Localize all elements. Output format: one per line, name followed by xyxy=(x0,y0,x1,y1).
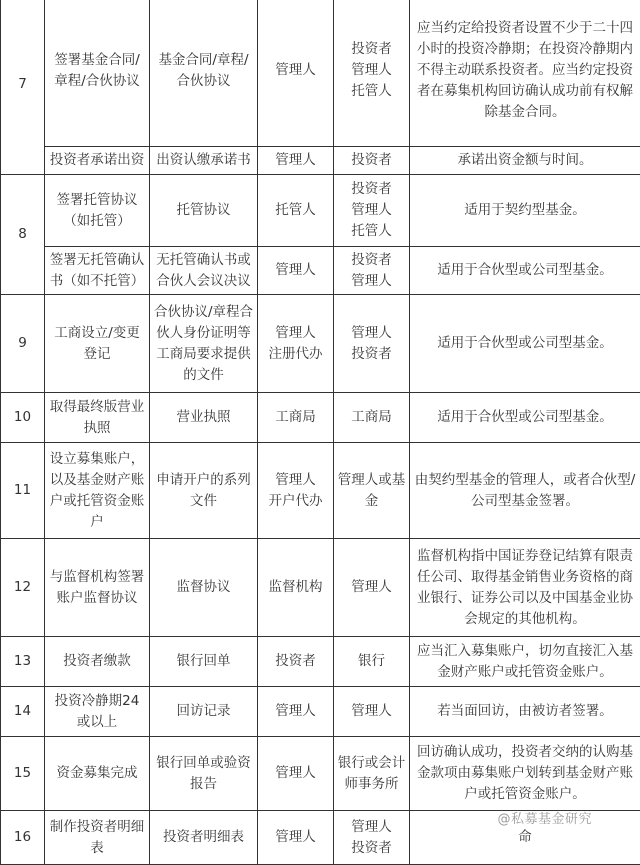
table-row xyxy=(1,147,640,175)
responsible-cell: 管理人 xyxy=(258,147,334,175)
document-cell: 托管协议 xyxy=(150,175,258,247)
watermark: @私募基金研究 xyxy=(497,808,592,827)
note-cell: 应当约定给投资者设置不少于二十四小时的投资冷静期；在投资冷静期内不得主动联系投资者。应当约定投资者在募集机构回访确认成功前有权解除基金合同。 xyxy=(410,0,640,147)
responsible-cell: 监督机构 xyxy=(258,539,334,637)
responsible-cell: 管理人 xyxy=(258,0,334,147)
responsible-cell: 投资者 xyxy=(258,637,334,687)
signing-party-cell: 管理人 投资者 xyxy=(334,811,410,865)
item-cell: 工商设立/变更登记 xyxy=(45,295,150,393)
row-number: 9 xyxy=(1,295,45,393)
note-cell: 若当面回访，由被访者签署。 xyxy=(410,687,640,737)
table-row xyxy=(1,393,640,443)
row-number: 8 xyxy=(1,175,45,295)
signing-party-cell: 工商局 xyxy=(334,393,410,443)
table-row xyxy=(1,637,640,687)
row-number: 11 xyxy=(1,443,45,539)
table-row xyxy=(1,247,640,295)
note-cell: 应当汇入募集账户，切勿直接汇入基金财产账户或托管资金账户。 xyxy=(410,637,640,687)
item-cell: 设立募集账户，以及基金财产账户或托管资金账户 xyxy=(45,443,150,539)
responsible-cell: 托管人 xyxy=(258,175,334,247)
item-cell: 签署基金合同/章程/合伙协议 xyxy=(45,0,150,147)
document-cell: 银行回单或验资报告 xyxy=(150,737,258,811)
responsible-cell: 工商局 xyxy=(258,393,334,443)
responsible-cell: 管理人 注册代办 xyxy=(258,295,334,393)
signing-party-cell: 投资者 管理人 xyxy=(334,247,410,295)
item-cell: 签署无托管确认书（如不托管） xyxy=(45,247,150,295)
signing-party-cell: 投资者 管理人 托管人 xyxy=(334,175,410,247)
row-number: 13 xyxy=(1,637,45,687)
signing-party-cell: 投资者 xyxy=(334,147,410,175)
note-cell: 适用于契约型基金。 xyxy=(410,175,640,247)
table-row xyxy=(1,175,640,247)
signing-party-cell: 管理人 xyxy=(334,539,410,637)
document-cell: 无托管确认书或合伙人会议决议 xyxy=(150,247,258,295)
document-cell: 监督协议 xyxy=(150,539,258,637)
document-cell: 出资认缴承诺书 xyxy=(150,147,258,175)
note-cell: 适用于合伙型或公司型基金。 xyxy=(410,295,640,393)
row-number: 15 xyxy=(1,737,45,811)
signing-party-cell: 管理人或基金 xyxy=(334,443,410,539)
note-cell: 承诺出资金额与时间。 xyxy=(410,147,640,175)
signing-party-cell: 银行 xyxy=(334,637,410,687)
table-row xyxy=(1,687,640,737)
item-cell: 资金募集完成 xyxy=(45,737,150,811)
signing-party-cell: 管理人 xyxy=(334,687,410,737)
responsible-cell: 管理人 开户代办 xyxy=(258,443,334,539)
note-cell: 监督机构指中国证券登记结算有限责任公司、取得基金销售业务资格的商业银行、证券公司以及中国基金业协会规定的其他机构。 xyxy=(410,539,640,637)
row-number: 10 xyxy=(1,393,45,443)
signing-party-cell: 管理人 投资者 xyxy=(334,295,410,393)
item-cell: 签署托管协议（如托管） xyxy=(45,175,150,247)
table-row xyxy=(1,295,640,393)
table-row xyxy=(1,737,640,811)
document-cell: 营业执照 xyxy=(150,393,258,443)
note-cell: 适用于合伙型或公司型基金。 xyxy=(410,247,640,295)
table-row xyxy=(1,443,640,539)
table-row xyxy=(1,539,640,637)
document-cell: 回访记录 xyxy=(150,687,258,737)
row-number: 7 xyxy=(1,0,45,175)
document-cell: 基金合同/章程/合伙协议 xyxy=(150,0,258,147)
responsible-cell: 管理人 xyxy=(258,737,334,811)
note-cell: 命 xyxy=(410,811,640,865)
responsible-cell: 管理人 xyxy=(258,687,334,737)
row-number: 16 xyxy=(1,811,45,865)
responsible-cell: 管理人 xyxy=(258,811,334,865)
row-number: 12 xyxy=(1,539,45,637)
signing-party-cell: 投资者 管理人 托管人 xyxy=(334,0,410,147)
item-cell: 取得最终版营业执照 xyxy=(45,393,150,443)
document-cell: 银行回单 xyxy=(150,637,258,687)
table-row xyxy=(1,811,640,865)
row-number: 14 xyxy=(1,687,45,737)
signing-party-cell: 银行或会计师事务所 xyxy=(334,737,410,811)
item-cell: 投资者缴款 xyxy=(45,637,150,687)
item-cell: 投资者承诺出资 xyxy=(45,147,150,175)
note-cell: 适用于合伙型或公司型基金。 xyxy=(410,393,640,443)
document-cell: 投资者明细表 xyxy=(150,811,258,865)
responsible-cell: 管理人 xyxy=(258,247,334,295)
note-cell: 回访确认成功，投资者交纳的认购基金款项由募集账户划转到基金财产账户或托管资金账户。 xyxy=(410,737,640,811)
item-cell: 制作投资者明细表 xyxy=(45,811,150,865)
item-cell: 与监督机构签署账户监督协议 xyxy=(45,539,150,637)
item-cell: 投资冷静期24或以上 xyxy=(45,687,150,737)
document-cell: 合伙协议/章程合伙人身份证明等工商局要求提供的文件 xyxy=(150,295,258,393)
document-cell: 申请开户的系列文件 xyxy=(150,443,258,539)
note-cell: 由契约型基金的管理人，或者合伙型/公司型基金签署。 xyxy=(410,443,640,539)
table-row xyxy=(1,0,640,147)
